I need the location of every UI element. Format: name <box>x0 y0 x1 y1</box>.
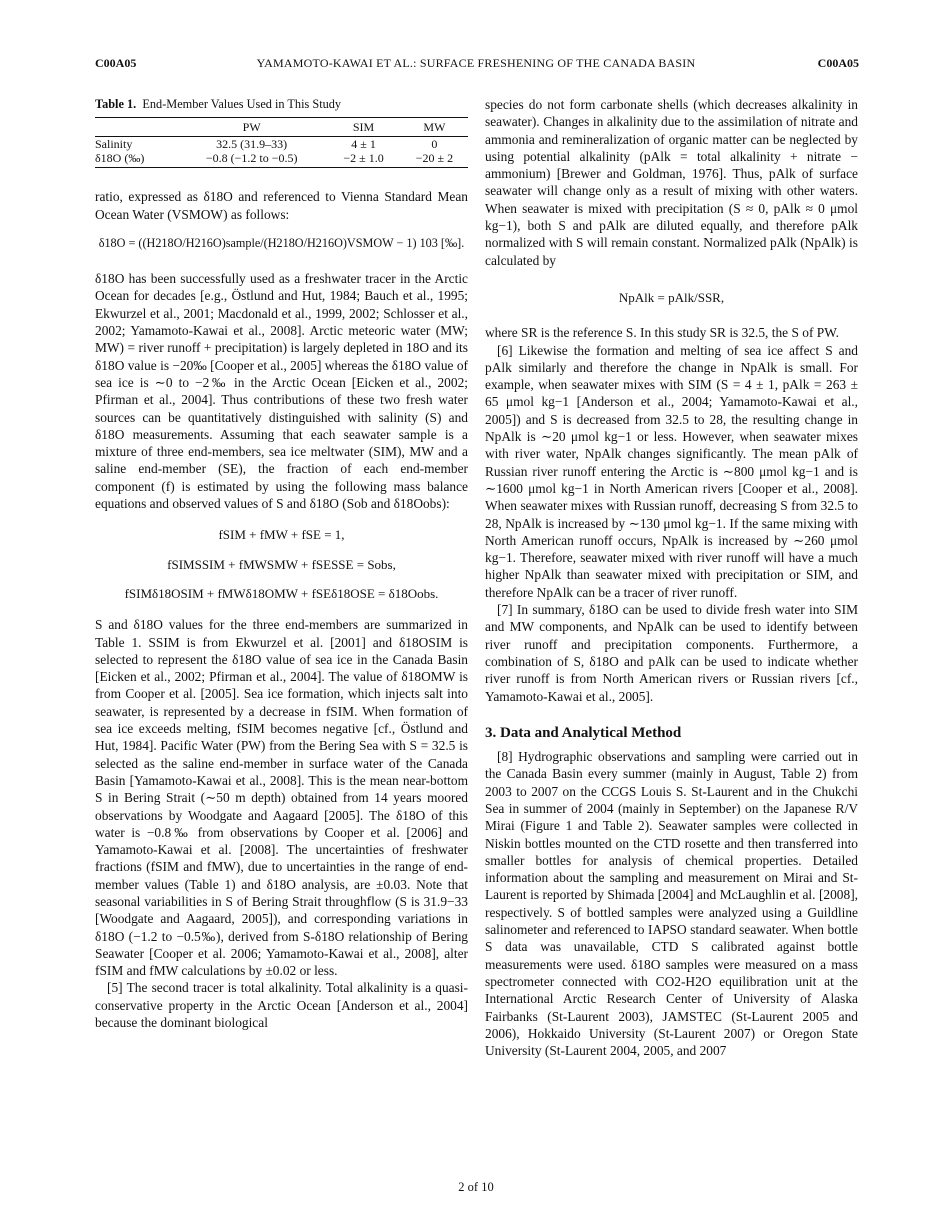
paragraph: S and δ18O values for the three end-members are summarized in Table 1. SSIM is from Ekwurzel et al. [2001] and δ18OSIM is selected to represent the δ18O value of sea ice in the Canada Basin [Eicken et al., 2002; Pfirman et al., 2004]. The value of δ18OMW is from Cooper et al. [2005]. Sea ice formation, which injects salt into seawater, is represented by a decrease in fSIM. When formation of sea ice exceeds melting, fSIM becomes negative [cf., Östlund and Hut, 1984]. Pacific Water (PW) from the Bering Sea with S = 32.5 is selected as the saline end-member in surface water of the Canada Basin [Yamamoto-Kawai et al., 2008]. This is the mean near-bottom S in Bering Strait (∼50 m depth) obtained from 14 years moored observations by Woodgate and Aagaard [2005]. The δ18O of this water is −0.8‰ from observations by Cooper et al. [2006] and Yamamoto-Kawai et al. [2008]. The uncertainties of freshwater fractions (fSIM and fMW), due to uncertainties in the range of end-member values (Table 1) and δ18O analysis, are ±0.03. Note that seasonal variabilities in S of Bering Strait throughflow (S is 31.9−33 [Woodgate and Aagaard, 2005]), and corresponding variations in δ18O (−1.2 to −0.5‰), derived from S-δ18O relationship of Bering Seawater [Cooper et al. 2006; Yamamoto-Kawai et al., 2008], alter fSIM and fMW calculations by ±0.02 or less. <box>95 617 468 979</box>
paragraph: ratio, expressed as δ18O and referenced to Vienna Standard Mean Ocean Water (VSMOW) as follows: <box>95 189 468 222</box>
table-cell: δ18O (‰) <box>95 151 177 168</box>
table-cell: 4 ± 1 <box>351 137 376 152</box>
table-caption-text: End-Member Values Used in This Study <box>142 97 342 111</box>
equation-npalk: NpAlk = pAlk/SSR, <box>618 289 725 305</box>
table-cell: Salinity <box>95 137 133 152</box>
running-head-right: C00A05 <box>817 56 859 70</box>
equation-salt-balance: fSIMSSIM + fMWSMW + fSESSE = Sobs, <box>167 556 396 572</box>
table-cell: 32.5 (31.9–33) <box>216 137 288 152</box>
running-head-title: YAMAMOTO-KAWAI ET AL.: SURFACE FRESHENING OF THE CANADA BASIN <box>256 56 696 70</box>
table-header-cell: SIM <box>326 118 401 137</box>
running-head-left: C00A05 <box>95 56 137 70</box>
left-column <box>95 96 468 1031</box>
right-column <box>485 96 858 1059</box>
end-member-table <box>95 117 468 168</box>
paragraph: [8] Hydrographic observations and sampling were carried out in the Canada Basin every summer (mainly in August, Table 2) from 2003 to 2007 on the CCGS Louis S. St-Laurent and in the Chukchi Sea in summer of 2004 (mainly in September) on the Japanese R/V Mirai (Figure 1 and Table 2). Seawater samples were collected in Niskin bottles mounted on the CTD rosette and then transferred into smaller bottles for analysis of chemical properties. Detailed information about the sampling and measurement on Mirai and St-Laurent is reported by Shimada [2004] and McLaughlin et al. [2008], respectively. S of bottled samples were analyzed using a Guildline salinometer and referenced to IAPSO standard seawater. When bottle S data was unavailable, CTD S calibrated against bottle measurements were used. δ18O samples were measured on a mass spectrometer connected with CO2-H2O equilibration unit at the International Arctic Research Center of University of Alaska Fairbanks (St-Laurent 2003), JAMSTEC (St-Laurent 2005 and 2006), Hokkaido University (St-Laurent 2007) or Oregon State University (St-Laurent 2004, 2005, and 2007 <box>485 749 858 1059</box>
equation-mass-balance: fSIM + fMW + fSE = 1, <box>218 527 345 543</box>
paragraph: species do not form carbonate shells (which decreases alkalinity in seawater). Changes in alkalinity due to the assimilation of nitrate and ammonia and remineralization of organic matter can be neglected by using potential alkalinity (pAlk = total alkalinity + nitrate − ammonium) [Brewer and Goldman, 1976]. Thus, pAlk of surface seawater will change only as a result of mixing with other waters. When seawater is mixed with precipitation (S ≈ 0, pAlk ≈ 0 μmol kg−1), both S and pAlk are diluted equally, and therefore pAlk normalized with S will remain constant. Normalized pAlk (NpAlk) is calculated by <box>485 97 858 268</box>
table-cell: −0.8 (−1.2 to −0.5) <box>177 151 326 168</box>
table-label: Table 1. <box>95 97 137 111</box>
table-caption <box>95 96 468 113</box>
section-heading: 3. Data and Analytical Method <box>485 724 682 741</box>
paragraph: δ18O has been successfully used as a freshwater tracer in the Arctic Ocean for decades [e.g., Östlund and Hut, 1984; Bauch et al., 1995; Ekwurzel et al., 2001; Macdonald et al., 1999, 2002; Schlosser et al., 2002; Yamamoto-Kawai et al., 2008]. Arctic meteoric water (MW; MW) = river runoff + precipitation) is largely depleted in 18O and its δ18O value is −20‰ [Cooper et al., 2005] whereas the δ18O value of sea ice is ∼0 to −2‰ in the Arctic Ocean [Eicken et al., 2002; Pfirman et al., 2004]. Thus contributions of these two fresh water sources can be quantitatively distinguished with salinity (S) and δ18O measurements. Assuming that each seawater sample is a mixture of three end-members, sea ice meltwater (SIM), MW and a saline end-member (SE), the fraction of each end-member component (f) is estimated by using the following mass balance equations and observed values of S and δ18O (Sob and δ18Oobs): <box>95 271 468 512</box>
equation-d18o: δ18O = ((H218O/H216O)sample/(H218O/H216O)VSMOW − 1) 103 [‰]. <box>98 235 465 250</box>
equation-isotope-balance: fSIMδ18OSIM + fMWδ18OMW + fSEδ18OSE = δ18Oobs. <box>124 585 439 601</box>
table-header-cell: PW <box>177 118 326 137</box>
paragraph: [6] Likewise the formation and melting of sea ice affect S and pAlk similarly and therefore the change in NpAlk is small. For example, when seawater mixes with SIM (S = 4 ± 1, pAlk = 263 ± 65 μmol kg−1 [Anderson et al., 2004; Yamamoto-Kawai et al., 2005]) and S is decreased from 32.5 to 28, the resulting change in NpAlk is ∼20 μmol kg−1 or less. However, when seawater mixes with river water, NpAlk changes significantly. The mean pAlk of Russian river runoff entering the Arctic is ∼800 μmol kg−1 and is ∼1600 μmol kg−1 in North American rivers [Cooper et al., 2008]. When seawater mixes with Russian runoff, decreasing S from 32.5 to 28, NpAlk is increased by ∼130 μmol kg−1. If the same mixing with North American runoff occurs, NpAlk is increased by ∼260 μmol kg−1. Therefore, seawater mixed with river runoff will have a much higher NpAlk than seawater mixed with precipitation or SIM, and therefore NpAlk can be a tracer of river runoff. <box>485 342 858 600</box>
table-row <box>95 137 468 152</box>
table-cell: 0 <box>431 137 438 152</box>
table-cell: −20 ± 2 <box>401 151 468 168</box>
page-number: 2 of 10 <box>458 1180 494 1194</box>
table-header-row <box>95 118 468 137</box>
table-cell: −2 ± 1.0 <box>326 151 401 168</box>
paragraph: [7] In summary, δ18O can be used to divide fresh water into SIM and MW components, and NpAlk can be used to identify between river runoff and precipitation components. Furthermore, a combination of S, δ18O and pAlk can be used to indicate whether river runoff is from North American rivers or Russian rivers [cf., Yamamoto-Kawai et al., 2005]. <box>485 602 858 704</box>
table-1 <box>95 96 468 168</box>
paragraph: [5] The second tracer is total alkalinity. Total alkalinity is a quasi-conservative property in the Arctic Ocean [Anderson et al., 2004] because the dominant biological <box>95 980 468 1031</box>
paragraph: where SR is the reference S. In this study SR is 32.5, the S of PW. <box>485 325 839 341</box>
table-header-cell: MW <box>401 118 468 137</box>
table-header-cell <box>95 118 177 137</box>
table-row <box>95 151 468 168</box>
